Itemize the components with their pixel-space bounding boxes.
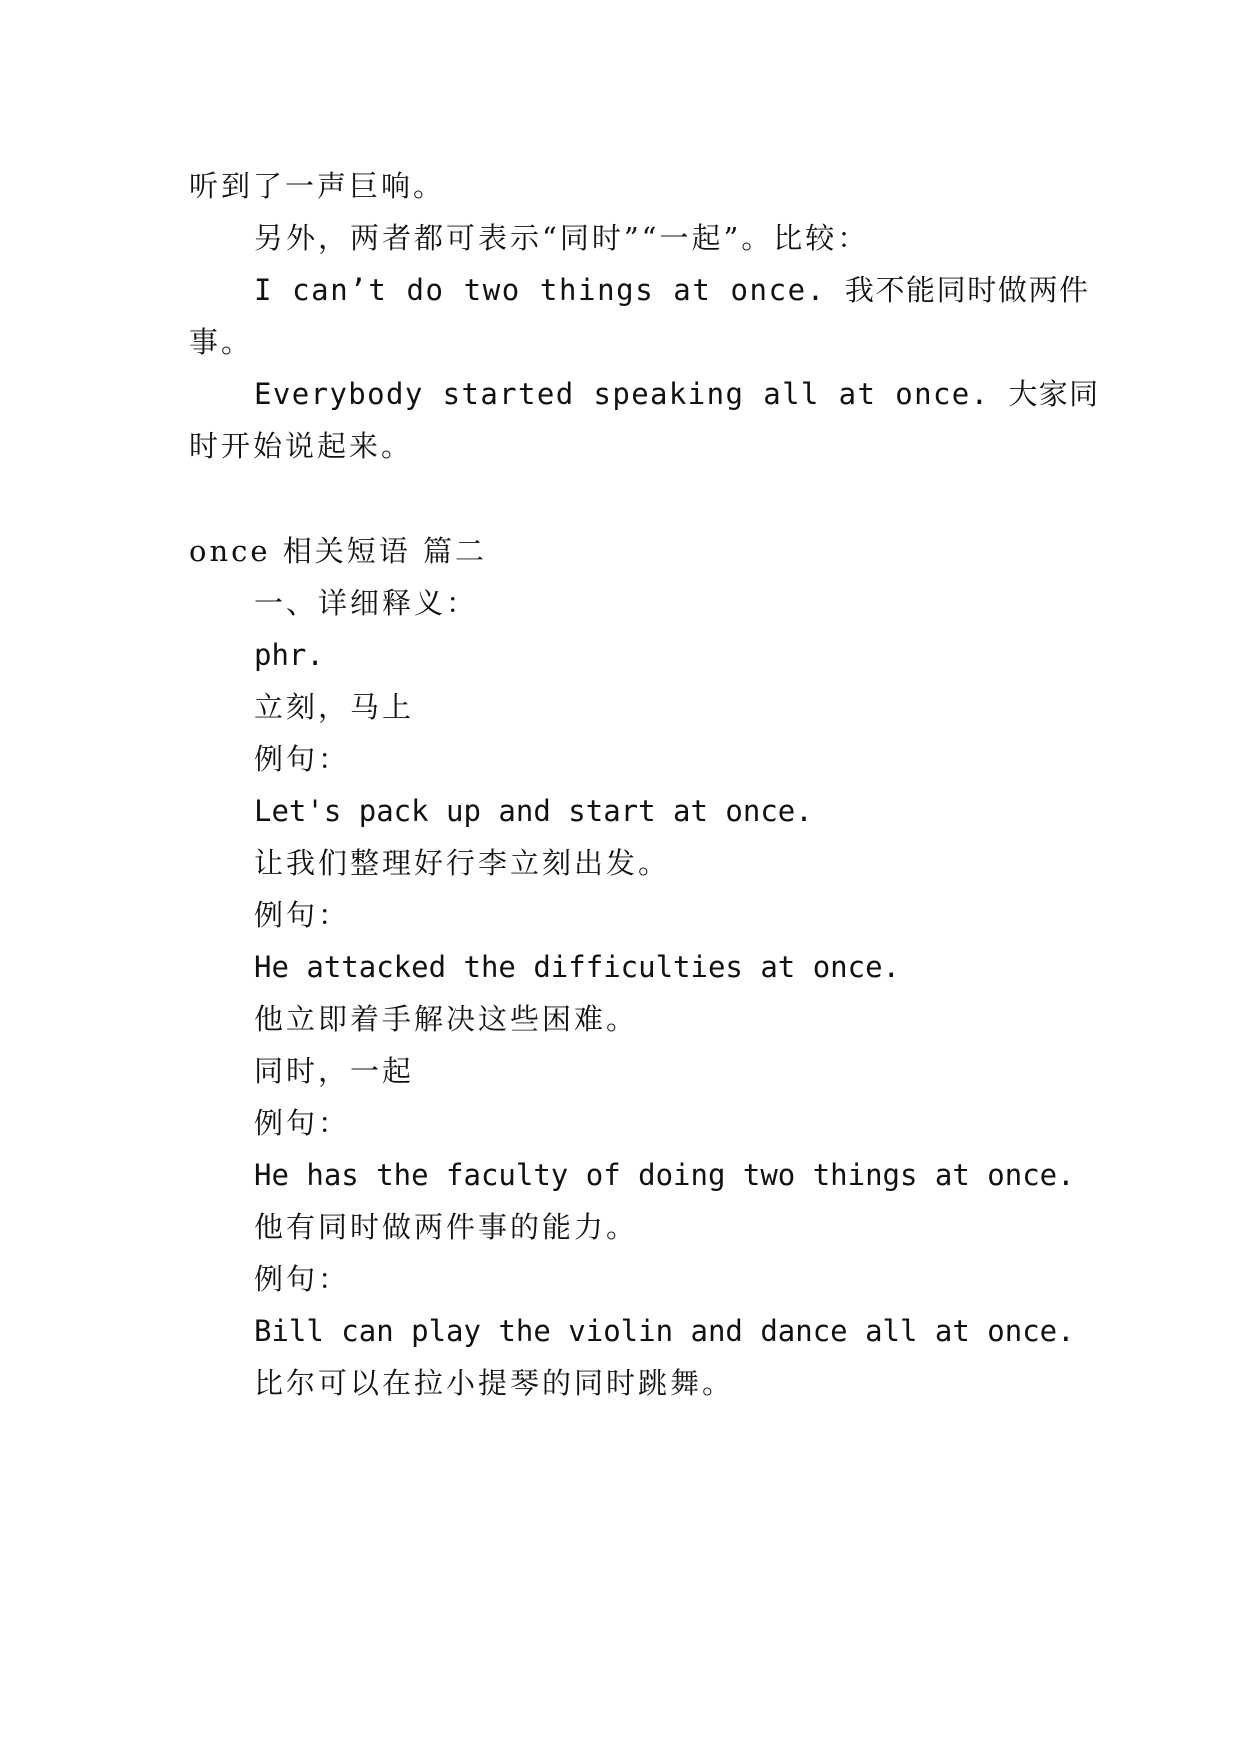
text-line: 例句： <box>254 1262 351 1296</box>
text-line: 让我们整理好行李立刻出发。 <box>254 846 671 880</box>
text-line: 比尔可以在拉小提琴的同时跳舞。 <box>254 1366 735 1400</box>
text-line: I can’t do two things at once. 我不能同时做两件 <box>254 273 1090 307</box>
text-line: 立刻，马上 <box>254 690 415 724</box>
text-line: 同时，一起 <box>254 1054 415 1088</box>
text-line: He attacked the difficulties at once. <box>254 950 901 984</box>
text-line: 另外，两者都可表示“同时”“一起”。比较： <box>254 221 870 255</box>
text-line: Bill can play the violin and dance all at once. <box>254 1314 1075 1348</box>
text-line: 例句： <box>254 742 351 776</box>
text-line: Everybody started speaking all at once. 大家同 <box>254 377 1100 411</box>
text-line: 例句： <box>254 1106 351 1140</box>
text-line: 例句： <box>254 898 351 932</box>
text-line: He has the faculty of doing two things at once. <box>254 1158 1075 1192</box>
text-line: 他有同时做两件事的能力。 <box>254 1210 639 1244</box>
section-heading: once 相关短语 篇二 <box>189 534 487 568</box>
text-line: 事。 <box>189 325 254 359</box>
text-line: phr. <box>254 638 324 672</box>
text-line: Let's pack up and start at once. <box>254 794 813 828</box>
text-line: 一、详细释义： <box>254 586 479 620</box>
text-line: 时开始说起来。 <box>189 429 414 463</box>
text-line: 听到了一声巨响。 <box>189 169 446 203</box>
text-line: 他立即着手解决这些困难。 <box>254 1002 639 1036</box>
